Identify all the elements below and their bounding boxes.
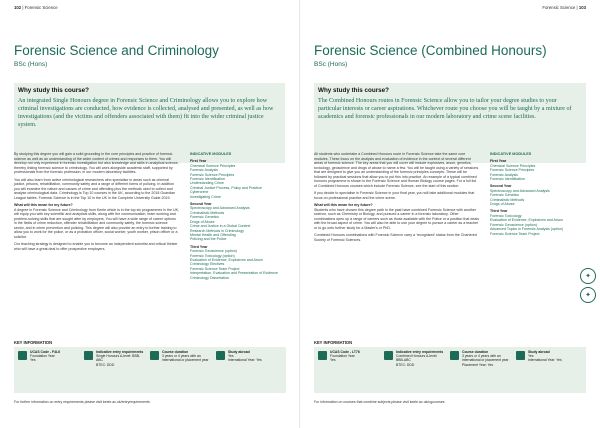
body-text — [14, 152, 179, 254]
paragraph: Students who have chosen this degree path in the past have combined Forensic Science with another science, such as Chemistry or Biology, and pursued a career in a forensic laboratory. Other combinations open up a range of careers such as those available with the Police or a position that deals with the broad aspect of crime. You will also be able to use your degree to pursue a career as a teacher or to go onto further study for a Master's or PhD. — [314, 207, 480, 230]
module-item: Spectroscopy and Advanced Analysis — [490, 188, 550, 193]
paragraph: If you decide to specialise in Forensic Science in your final year, you will take additional modules that focus on professional practice and the crime scene. — [314, 191, 475, 200]
future-heading: What will this mean for my future? — [314, 203, 373, 207]
clock-icon — [150, 351, 159, 360]
module-item: Chemical Science Principles — [190, 163, 236, 168]
module-item: Forensic Science Team Project — [490, 231, 540, 236]
running-head: 102 | Forensic Science — [14, 5, 58, 10]
module-item: Investigating Crime — [190, 194, 221, 199]
module-item: Forensic Science Principles — [190, 172, 235, 177]
year-label: Second Year — [490, 184, 512, 189]
module-item: Forensic Science Principles — [490, 168, 535, 173]
why-heading: Why study this course? — [18, 87, 90, 94]
module-item: Criminal Justice Process, Policy and Practice — [190, 185, 262, 190]
module-item: Drugs of Abuse — [190, 219, 215, 224]
module-item: Forensic Geoscience (option) — [490, 222, 537, 227]
key-info-strip — [314, 347, 586, 393]
clock-icon — [450, 351, 459, 360]
accreditation-badges — [580, 268, 596, 310]
paragraph: By studying this degree you will gain a solid grounding in the core principles and practice of forensic science as well as an understanding of the wider context of crimes and responses to them. You will develop not only experience in forensic investigation but also knowledge and skills in analytical science, thereby linking forensic science to criminology. You will work alongside academic staff, supported by professionals from the forensic profession, in our modern laboratory facilities. — [14, 152, 179, 174]
key-info-abroad: Study abroad Yes International Year: Yes — [516, 350, 582, 390]
modules-list — [490, 152, 588, 236]
module-item: Drugs of Abuse — [490, 202, 515, 207]
module-item: Forensic Geoscience (option) — [190, 249, 237, 254]
paragraph: All students who undertake a Combined Honours route in Forensic Science take the same core modules. These focus on the analysis and evaluation of evidence in the context of several different areas of forensic science. The key areas that you will cover will include explosives, arson, genetics, toxicology, geoscience and drugs of abuse to name a few. You will be taught using a variety of sessions that are designed to give you an understanding of the forensic principles concepts. These will be followed by practical sessions that allow you to put this into practice. An example of a typical combined honours programme is shown in the Forensic Science and Human Biology course pages. For a full list of Combined Honours courses which include Forensic Science, see the start of this section. — [314, 152, 479, 188]
module-item: Criminalistic Methods — [190, 210, 225, 215]
paragraph: Our teaching strategy is designed to enable you to become an independent scientist and critical thinker who will have a great deal to offer prospective employers. — [14, 242, 178, 251]
accreditation-seal-icon: ✦ — [580, 268, 596, 284]
module-item: Evaluation of Evidence, Explosives and Arson — [190, 257, 263, 262]
right-page — [300, 0, 600, 428]
module-item: Crime and Justice in a Global Context — [190, 224, 251, 229]
page-title: Forensic Science (Combined Honours) — [314, 43, 547, 58]
module-list — [190, 164, 288, 199]
module-item: Criminology Dissertation — [190, 275, 229, 280]
module-item: Forensic Analysis — [190, 168, 218, 173]
key-info-label: KEY INFORMATION — [314, 340, 353, 345]
module-item: Advanced Topics in Forensic Analysis (option) — [490, 227, 564, 232]
paragraph: You will also learn from active criminological researchers who specialise in areas such as criminal justice, prisons, rehabilitation, community safety and a range of different forms of policing. In addition you will examine the nature and causes of crime and offending plus the methods used to collect and analyse criminological data. Criminology is Top 10 courses in the UK, according to the 2018 Guardian League tables. Forensic Science is in the Top 10 in the UK in the Complete University Guide 2019. — [14, 177, 176, 200]
module-item: Understanding Crime — [190, 181, 224, 186]
modules-heading: INDICATIVE MODULES — [490, 152, 532, 156]
key-info-ucas: UCAS Code - LT76 Foundation Year Yes — [318, 350, 382, 390]
page-subtitle: BSc (Hons) — [314, 61, 348, 68]
globe-icon — [516, 351, 525, 360]
page-number: 103 — [578, 5, 586, 10]
module-item: Forensic Identification — [190, 177, 225, 182]
module-item: Chemical Science Principles — [490, 163, 536, 168]
paragraph: A degree in Forensic Science and Criminology from Keele which is in the top six programmes in the UK, will equip you with key scientific and analytical skills, along with the communication, team working and problem-solving skills that are sought after by employers. You will have a wide range of career options in the fields of crime reduction, offender rehabilitation and community safety, the forensic science sector, and in crime prevention and policing. This degree will also provide an entry to further training to allow you to work for the police, or as a probation officer, social worker, youth worker, prison officer or a solicitor. — [14, 207, 179, 239]
module-list — [190, 206, 288, 241]
module-item: Criminology Electives — [190, 262, 225, 267]
section-name: Forensic Science — [542, 5, 576, 10]
module-item: Mental Health and Offending — [190, 232, 236, 237]
module-item: Forensic Genetics — [190, 215, 219, 220]
paragraph: Combined Honours combinations with Forensic Science carry a 'recognised' status from the Chartered Society of Forensic Sciences. — [314, 233, 477, 242]
module-list — [490, 214, 588, 236]
ucas-icon — [18, 351, 27, 360]
ucas-icon — [318, 351, 327, 360]
module-item: Forensic Genetics — [490, 193, 519, 198]
year-label: First Year — [490, 159, 507, 164]
year-label: Third Year — [490, 209, 508, 214]
year-label: Third Year — [190, 244, 208, 249]
globe-icon — [216, 351, 225, 360]
key-info-strip — [14, 347, 286, 393]
year-label: First Year — [190, 159, 207, 164]
module-item: Criminalistic Methods — [490, 197, 525, 202]
why-text: The Combined Honours routes in Forensic Science allow you to tailor your degree studies to your particular interests or career aspirations. Whichever route you choose you will be taught by a mixture of academics and forensic professionals in our modern laboratory and crime scene facilities. — [318, 98, 572, 121]
module-item: Forensic Science Team Project — [190, 266, 240, 271]
why-study-box — [314, 83, 586, 163]
module-item: Interpretation, Evaluation and Presentation of Evidence — [190, 271, 278, 276]
module-item: Spectroscopy and Advanced Analysis — [190, 206, 250, 211]
year-label: Second Year — [190, 202, 212, 207]
module-item: Policing and the Police — [190, 237, 227, 242]
modules-list — [190, 152, 288, 280]
module-item: Forensic Identification — [490, 177, 525, 182]
page-title: Forensic Science and Criminology — [14, 43, 219, 58]
body-text — [314, 152, 479, 245]
key-info-ucas: UCAS Code - F4L6 Foundation Year Yes — [18, 350, 82, 390]
key-info-entry: Indicative entry requirements Combined Honours A-level: BBB-ABC BTEC: DDD — [384, 350, 448, 390]
module-item: Forensic Analysis — [490, 172, 518, 177]
why-heading: Why study this course? — [318, 87, 390, 94]
entry-requirements-icon — [384, 351, 393, 360]
page-number: 102 — [14, 5, 22, 10]
entry-requirements-icon — [84, 351, 93, 360]
future-heading: What will this mean for my future? — [14, 203, 73, 207]
section-name: Forensic Science — [24, 5, 58, 10]
module-list — [490, 164, 588, 182]
module-item: Cybercrime — [190, 190, 209, 195]
why-study-box — [14, 83, 285, 163]
key-info-abroad: Study abroad Yes International Year: Yes — [216, 350, 282, 390]
why-text: An integrated Single Honours degree in Forensic Science and Criminology allows you to explore how criminal investigations are conducted, how evidence is collected, analysed and presented, as well as how investigations (and the victims and offenders associated with them) fit into the wider criminal justice system. — [18, 98, 274, 129]
module-item: Research Methods in Criminology — [190, 228, 244, 233]
key-info-entry: Indicative entry requirements Single Honours A-level: BBB-ABC BTEC: DDD — [84, 350, 148, 390]
module-item: Forensic Toxicology (option) — [190, 253, 235, 258]
footnote: For information on courses that combine subjects please visit keele.ac.uk/ugcourses — [314, 400, 445, 404]
footnote: For further information on entry requirements please visit keele.ac.uk/entryrequirements — [14, 400, 150, 404]
society-seal-icon: ✦ — [580, 287, 596, 303]
module-list — [190, 249, 288, 280]
key-info-label: KEY INFORMATION — [14, 340, 53, 345]
module-list — [490, 189, 588, 207]
running-head: Forensic Science | 103 — [542, 5, 586, 10]
key-info-duration: Course duration 3 years or 4 years with an international or placement year — [150, 350, 214, 390]
key-info-duration: Course duration 3 years or 4 years with an international or placement year Placement Year: Yes — [450, 350, 514, 390]
modules-heading: INDICATIVE MODULES — [190, 152, 232, 156]
page-subtitle: BSc (Hons) — [14, 61, 48, 68]
module-item: Evaluation of Evidence, Explosives and Arson — [490, 218, 563, 223]
module-item: Forensic Toxicology — [490, 213, 522, 218]
